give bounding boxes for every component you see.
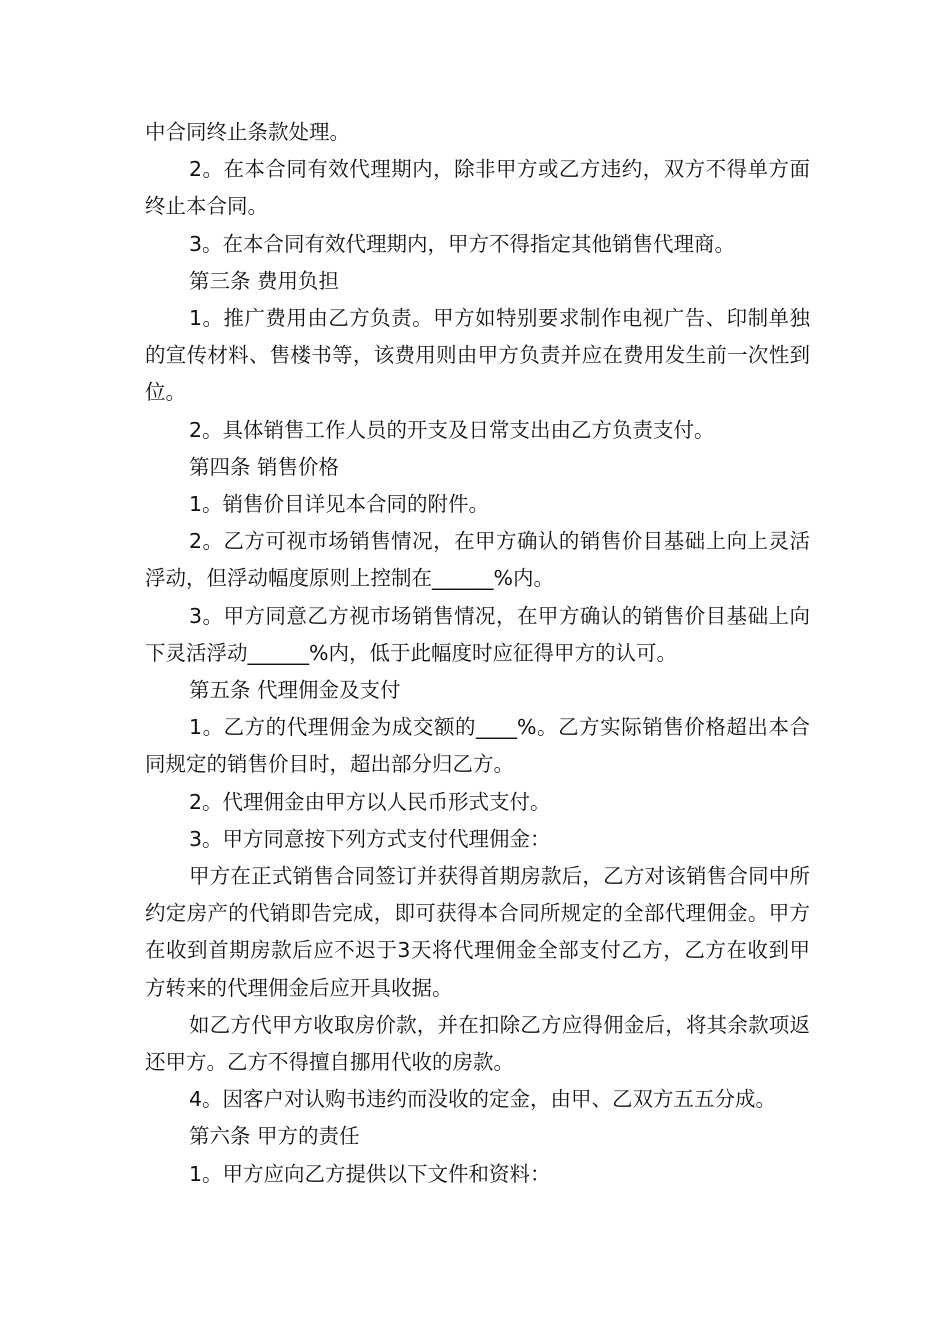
paragraph: 2。代理佣金由甲方以人民币形式支付。 bbox=[189, 789, 551, 814]
section-heading: 第三条 费用负担 bbox=[189, 268, 340, 293]
paragraph: 如乙方代甲方收取房价款，并在扣除乙方应得佣金后，将其余款项返还甲方。乙方不得擅自挪用代收的房款。 bbox=[145, 1012, 810, 1075]
paragraph: 2。具体销售工作人员的开支及日常支出由乙方负责支付。 bbox=[189, 417, 715, 442]
paragraph: 1。推广费用由乙方负责。甲方如特别要求制作电视广告、印制单独的宣传材料、售楼书等，该费用则由甲方负责并应在费用发生前一次性到位。 bbox=[145, 306, 810, 405]
paragraph: 1。甲方应向乙方提供以下文件和资料： bbox=[189, 1161, 551, 1186]
document-body bbox=[145, 114, 810, 1193]
section-heading: 第四条 销售价格 bbox=[189, 454, 340, 479]
paragraph: 2。乙方可视市场销售情况，在甲方确认的销售价目基础上向上灵活浮动，但浮动幅度原则上控制在______%内。 bbox=[145, 529, 810, 591]
paragraph: 1。销售价目详见本合同的附件。 bbox=[189, 492, 490, 517]
section-heading: 第五条 代理佣金及支付 bbox=[189, 678, 401, 703]
paragraph: 3。甲方同意乙方视市场销售情况，在甲方确认的销售价目基础上向下灵活浮动______%内，低于此幅度时应征得甲方的认可。 bbox=[145, 603, 810, 665]
section-heading: 第六条 甲方的责任 bbox=[189, 1124, 360, 1149]
paragraph: 甲方在正式销售合同签订并获得首期房款后，乙方对该销售合同中所约定房产的代销即告完成，即可获得本合同所规定的全部代理佣金。甲方在收到首期房款后应不迟于3天将代理佣金全部支付乙方，乙方在收到甲方转来的代理佣金后应开具收据。 bbox=[145, 864, 810, 1000]
paragraph: 3。在本合同有效代理期内，甲方不得指定其他销售代理商。 bbox=[189, 231, 736, 256]
paragraph: 3。甲方同意按下列方式支付代理佣金： bbox=[189, 826, 551, 851]
paragraph: 1。乙方的代理佣金为成交额的____%。乙方实际销售价格超出本合同规定的销售价目时，超出部分归乙方。 bbox=[145, 715, 810, 777]
paragraph: 2。在本合同有效代理期内，除非甲方或乙方违约，双方不得单方面终止本合同。 bbox=[145, 157, 810, 219]
paragraph: 中合同终止条款处理。 bbox=[145, 120, 350, 144]
paragraph: 4。因客户对认购书违约而没收的定金，由甲、乙双方五五分成。 bbox=[189, 1087, 777, 1112]
